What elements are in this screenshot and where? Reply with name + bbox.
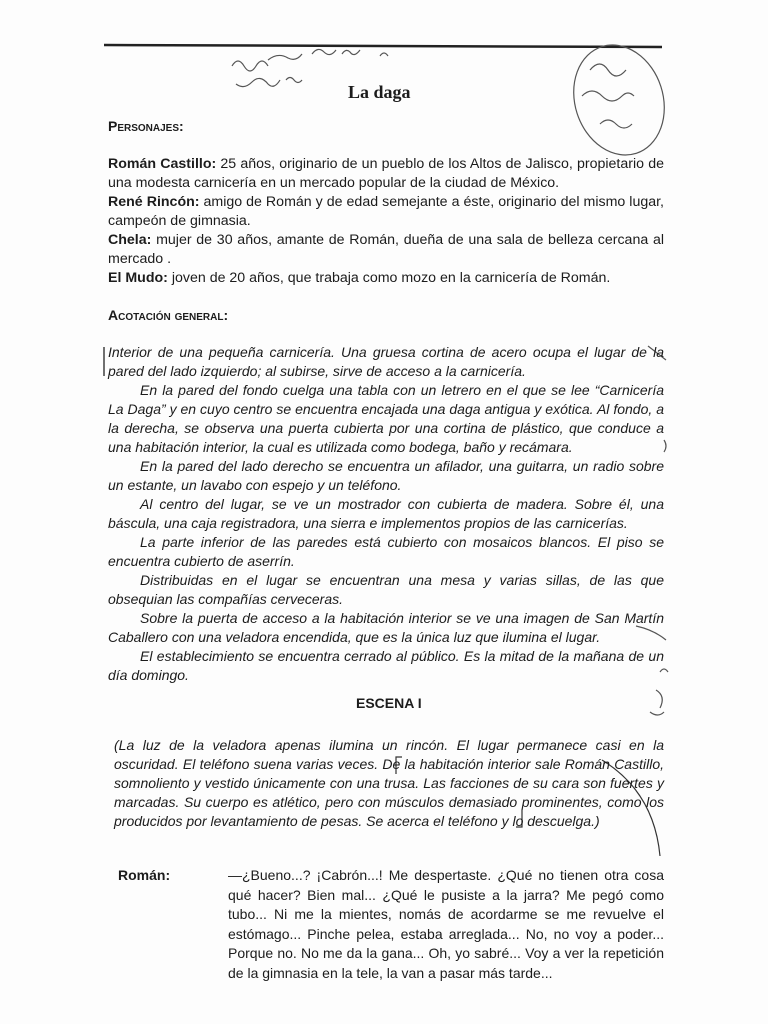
- character-description: joven de 20 años, que trabaja como mozo en la carnicería de Román.: [167, 270, 611, 286]
- scene-stage-direction: (La luz de la veladora apenas ilumina un rincón. El lugar permanece casi en la oscuridad. El teléfono suena varias veces. De la habitación interior sale Román Castillo, somnoliento y vestido únicamente con una trusa. Las facciones de su cara son fuertes y marcadas. Su cuerpo es atlético, pero con músculos demasiado prominentes, como los producidos por levantamiento de pesas. Se acerca el teléfono y lo descuelga.): [114, 737, 664, 829]
- general-stage-direction: [108, 343, 664, 685]
- handwritten-name-stamp: [560, 33, 678, 167]
- play-title: La daga: [348, 82, 411, 102]
- speaker-name: Román:: [118, 867, 171, 883]
- stage-paragraph: El establecimiento se encuentra cerrado al público. Es la mitad de la mañana de un día domingo.: [108, 648, 664, 683]
- personajes-heading: Personajes:: [108, 118, 184, 134]
- character-list: [108, 155, 664, 288]
- character-entry: [108, 231, 664, 269]
- character-description: 25 años, originario de un pueblo de los Altos de Jalisco, propietario de una modesta carnicería en un mercado popular de la ciudad de México.: [108, 156, 664, 191]
- stage-paragraph: Distribuidas en el lugar se encuentran una mesa y varias sillas, de las que obsequian las compañías cerveceras.: [108, 572, 664, 607]
- speech-text: —¿Bueno...? ¡Cabrón...! Me despertaste. ¿Qué no tienen otra cosa qué hacer? Bien mal... ¿Qué le pusiste a la jarra? Me pegó como tubo... Ni me la mientes, nomás de acordarme se me revuelve el estómago... Pinche pelea, estaba arreglada... No, no voy a poder... Porque no. No me da la gana... Oh, yo sabré... Voy a ver la repetición de la gimnasia en la tele, la van a pasar más tarde...: [228, 867, 664, 981]
- stage-paragraph: Sobre la puerta de acceso a la habitación interior se ve una imagen de San Martín Caballero con una veladora encendida, que es la única luz que ilumina el lugar.: [108, 610, 664, 645]
- stage-paragraph: Al centro del lugar, se ve un mostrador con cubierta de madera. Sobre él, una báscula, una caja registradora, una sierra e implementos propios de las carnicerías.: [108, 496, 664, 531]
- character-name: Román Castillo:: [108, 156, 217, 172]
- stage-paragraph: Interior de una pequeña carnicería. Una gruesa cortina de acero ocupa el lugar de la pared del lado izquierdo; al subirse, sirve de acceso a la carnicería.: [108, 344, 664, 379]
- scene-heading: ESCENA I: [356, 695, 422, 711]
- stage-paragraph: En la pared del fondo cuelga una tabla con un letrero en el que se lee “Carnicería La Daga” y en cuyo centro se encuentra encajada una daga antigua y exótica. Al fondo, a la derecha, se observa una puerta cubierta por una cortina de plástico, que conduce a una habitación interior, la cual es utilizada como bodega, baño y recámara.: [108, 382, 664, 455]
- character-entry: [108, 155, 664, 193]
- character-name: René Rincón:: [108, 194, 200, 210]
- acotacion-heading: Acotación general:: [108, 307, 229, 323]
- character-description: mujer de 30 años, amante de Román, dueña de una sala de belleza cercana al mercado .: [108, 232, 664, 267]
- character-entry: [108, 193, 664, 231]
- top-rule-line: [104, 45, 662, 47]
- character-name: Chela:: [108, 232, 152, 248]
- character-description: amigo de Román y de edad semejante a éste, originario del mismo lugar, campeón de gimnasia.: [108, 194, 664, 229]
- margin-scribbles-top-left: [232, 49, 388, 86]
- character-name: El Mudo:: [108, 270, 168, 286]
- stage-paragraph: La parte inferior de las paredes está cubierto con mosaicos blancos. El piso se encuentra cubierto de aserrín.: [108, 534, 664, 569]
- character-entry: [108, 269, 664, 288]
- stage-paragraph: En la pared del lado derecho se encuentra un afilador, una guitarra, un radio sobre un estante, un lavabo con espejo y un teléfono.: [108, 458, 664, 493]
